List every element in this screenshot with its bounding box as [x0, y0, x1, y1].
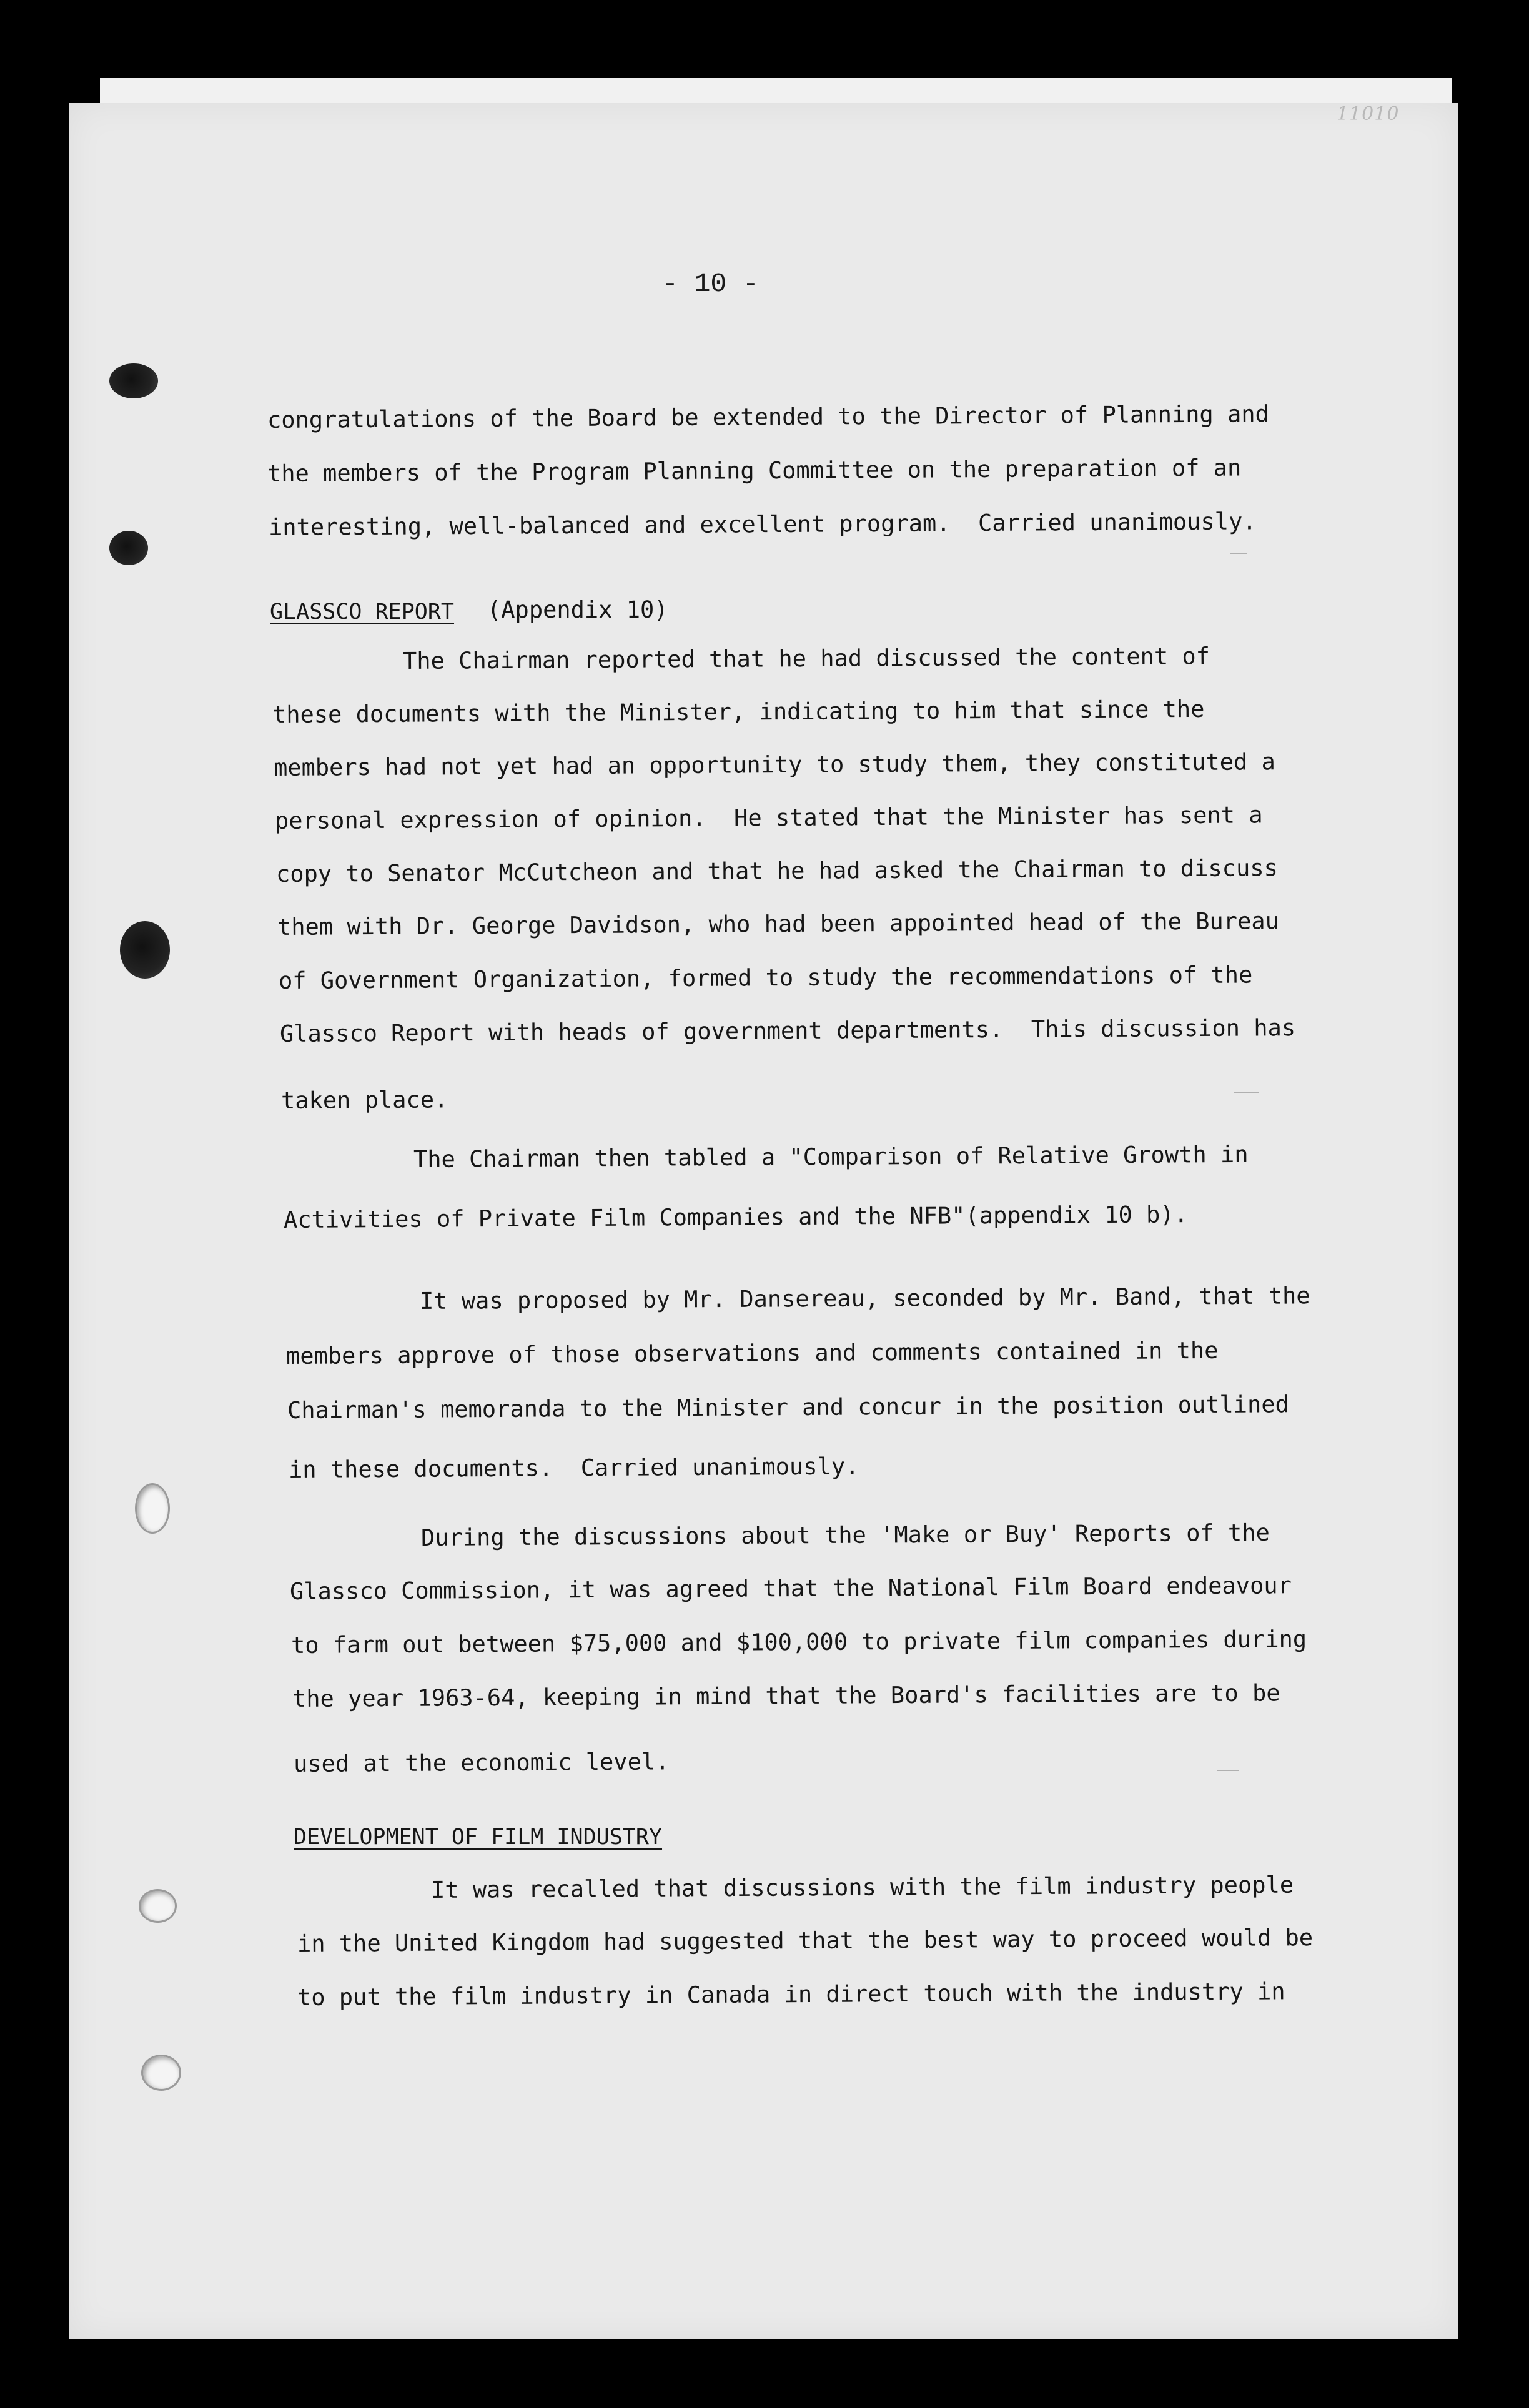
body-line: congratulations of the Board be extended to the Director of Planning and: [267, 400, 1269, 433]
appendix-reference: (Appendix 10): [487, 596, 668, 623]
body-line: copy to Senator McCutcheon and that he had asked the Chairman to discuss: [275, 854, 1278, 887]
punch-hole-light: [139, 1889, 177, 1923]
body-line: Chairman's memoranda to the Minister and concur in the position outlined: [287, 1391, 1289, 1424]
punch-hole-dark: [120, 921, 170, 979]
archive-reference-number: 11010: [1337, 103, 1400, 125]
body-line: personal expression of opinion. He stated that the Minister has sent a: [274, 801, 1263, 834]
margin-mark: [1230, 553, 1247, 554]
body-line: the members of the Program Planning Committee on the preparation of an: [267, 454, 1242, 487]
body-line: them with Dr. George Davidson, who had been appointed head of the Bureau: [277, 907, 1279, 940]
body-line: of Government Organization, formed to study the recommendations of the: [278, 961, 1253, 994]
section-heading-development-of-film-industry: DEVELOPMENT OF FILM INDUSTRY: [294, 1825, 663, 1850]
section-heading-glassco-report: GLASSCO REPORT: [270, 600, 455, 624]
body-line: It was proposed by Mr. Dansereau, seconded by Mr. Band, that the: [419, 1282, 1310, 1315]
punch-hole-dark: [109, 363, 158, 398]
body-line: Glassco Commission, it was agreed that the National Film Board endeavour: [289, 1572, 1292, 1605]
margin-mark: [1234, 1092, 1259, 1093]
body-line: The Chairman then tabled a "Comparison of Relative Growth in: [413, 1140, 1249, 1173]
punch-hole-dark: [109, 531, 148, 565]
body-line: During the discussions about the 'Make or Buy' Reports of the: [420, 1519, 1270, 1551]
body-line: members had not yet had an opportunity to study them, they constituted a: [273, 748, 1275, 781]
body-line: to farm out between $75,000 and $100,000 to private film companies during: [290, 1626, 1307, 1659]
body-line: in the United Kingdom had suggested that the best way to proceed would be: [297, 1924, 1314, 1957]
body-line: interesting, well-balanced and excellent program. Carried unanimously.: [268, 508, 1257, 541]
page-number: - 10 -: [662, 269, 759, 299]
body-line: the year 1963-64, keeping in mind that the Board's facilities are to be: [292, 1679, 1280, 1712]
body-line: used at the economic level.: [293, 1748, 670, 1777]
body-line: Activities of Private Film Companies and the NFB"(appendix 10 b).: [283, 1201, 1189, 1233]
punch-hole-light: [141, 2055, 181, 2091]
body-line: taken place.: [280, 1086, 448, 1114]
punch-hole-light: [135, 1483, 170, 1534]
body-line: to put the film industry in Canada in direct touch with the industry in: [297, 1978, 1285, 2011]
body-line: It was recalled that discussions with the film industry people: [430, 1871, 1294, 1903]
body-line: members approve of those observations and comments contained in the: [285, 1336, 1219, 1369]
margin-mark: [1217, 1770, 1239, 1771]
body-line: Glassco Report with heads of government departments. This discussion has: [279, 1014, 1296, 1047]
body-line: in these documents. Carried unanimously.: [288, 1453, 859, 1483]
body-line: these documents with the Minister, indicating to him that since the: [272, 695, 1205, 728]
body-line: The Chairman reported that he had discussed the content of: [402, 643, 1210, 674]
